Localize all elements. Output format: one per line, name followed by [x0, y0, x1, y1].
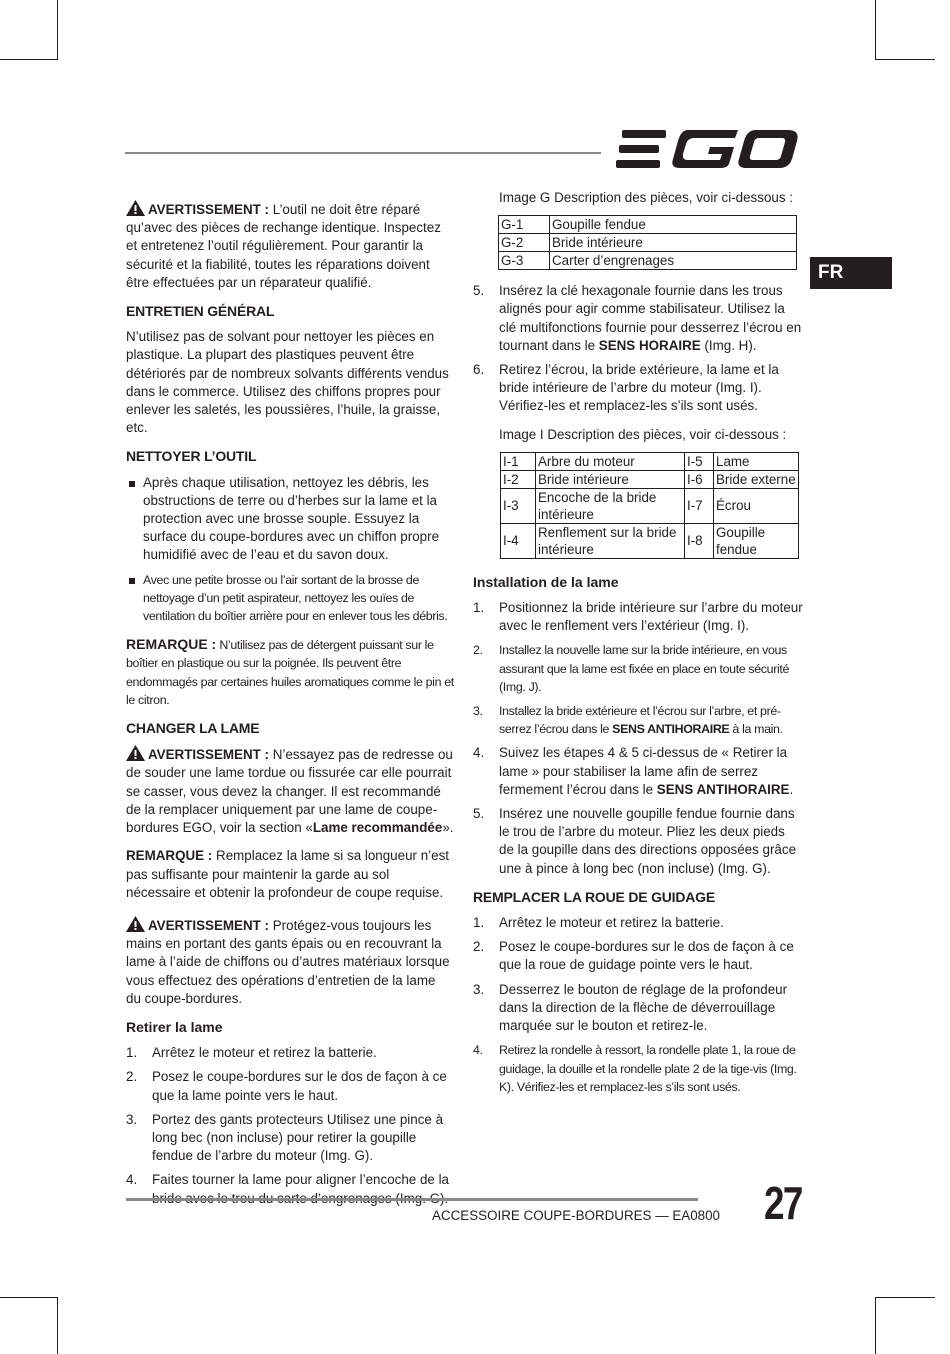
step-item: 6. Retirez l’écrou, la bride extérieure, la lame et la bride intérieure de l’arbre du moteur (Img. I). Vérifiez-les et remplacez-les s’ils sont usés.: [473, 362, 779, 414]
section-heading-remplacer: REMPLACER LA ROUE DE GUIDAGE: [473, 888, 716, 905]
language-tab: FR: [810, 257, 892, 289]
step-item: 3. Installez la bride extérieure et l’écrou sur l’arbre, et pré-serrez l’écrou dans le SENS ANTIHORAIRE à la main.: [473, 704, 783, 737]
crop-mark: [875, 59, 935, 60]
step-item: 5. Insérez la clé hexagonale fournie dans les trous alignés pour agir comme stabilisateur. Utilisez la clé multifonctions fournie pour desserrez l’écrou en tournant dans le SENS HORAIRE (Img. H).: [473, 283, 802, 353]
step-item: 2. Posez le coupe-bordures sur le dos de façon à ce que la lame pointe vers le haut.: [126, 1069, 447, 1103]
section-heading-changer: CHANGER LA LAME: [126, 720, 260, 737]
remplacer-steps: [473, 914, 803, 1096]
header-rule: [125, 152, 601, 154]
step-item: 3. Portez des gants protecteurs Utilisez une pince à long bec (non incluse) pour retirer la goupille fendue de l’arbre du moteur (Img. G).: [126, 1111, 444, 1164]
table-row: I-1 Arbre du moteur I-5 Lame: [501, 452, 799, 470]
warning-triangle-icon: [126, 745, 145, 761]
parts-table-g: [498, 215, 797, 270]
section-heading-nettoyer: NETTOYER L’OUTIL: [126, 448, 257, 465]
right-column: [473, 189, 803, 1106]
table-row: G-3 Carter d’engrenages: [499, 252, 797, 270]
warning-text: L’outil ne doit être réparé qu’avec des pièces de rechange identique. Inspectez et entretenez l’outil régulièrement. Pour garantir la sécurité et la fiabilité, toutes les réparations doivent être effectuées par un réparateur qualifié.: [126, 202, 441, 290]
warning-label: AVERTISSEMENT :: [148, 747, 270, 763]
crop-mark: [0, 1297, 58, 1298]
removal-steps-continued: [473, 282, 803, 415]
installation-steps: [473, 599, 803, 878]
section-heading-entretien: ENTRETIEN GÉNÉRAL: [126, 303, 275, 320]
image-g-caption: Image G Description des pièces, voir ci-dessous :: [499, 190, 793, 205]
ego-logo: [616, 128, 800, 177]
crop-mark: [57, 0, 58, 60]
retirer-steps: [126, 1044, 454, 1208]
step-item: 2. Posez le coupe-bordures sur le dos de façon à ce que la roue de guidage pointe vers le haut.: [473, 939, 794, 973]
crop-mark: [875, 0, 876, 60]
step-item: 5. Insérez une nouvelle goupille fendue fournie dans le trou de l’arbre du moteur. Pliez les deux pieds de la goupille dans des directions opposées grâce une à pince à long bec (non incluse) (Img. G).: [473, 806, 797, 876]
note-text: N’utilisez pas de détergent puissant sur le boîtier en plastique ou sur la poignée. Ils peuvent être endommagés par certaines huiles aromatiques comme le pin et le citron.: [126, 638, 454, 707]
crop-mark: [0, 59, 58, 60]
subheading-installation: Installation de la lame: [473, 573, 619, 590]
warning-end: ».: [442, 820, 454, 836]
warning-paragraph: [126, 745, 454, 837]
warning-paragraph: [126, 916, 454, 1008]
step-item: 1. Arrêtez le moteur et retirez la batterie.: [473, 915, 724, 931]
warning-label: AVERTISSEMENT :: [148, 202, 270, 217]
step-item: 3. Desserrez le bouton de réglage de la profondeur dans la direction de la flèche de déverrouillage marquée sur le bouton et retirez-le.: [473, 981, 788, 1034]
list-item: Après chaque utilisation, nettoyez les débris, les obstructions de terre ou d’herbes sur la lame et la protection avec une brosse souple. Essuyez la surface du coupe-bordures avec un chiffon propre humidifié avec de l’eau et du savon doux.: [126, 474, 454, 565]
warning-bold: Lame recommandée: [312, 820, 443, 836]
step-item: 2. Installez la nouvelle lame sur la bride intérieure, en vous assurant que la lame est fixée en place en toute sécurité (Img. J).: [473, 643, 790, 694]
warning-text: N’essayez pas de redresse ou de souder une lame tordue ou fissurée car elle pourrait se casser, vous devez la changer. Il est recommandé de la remplacer uniquement par une lame de coupe-bordures EGO, voir la section «: [126, 747, 453, 836]
parts-table-i: [500, 452, 799, 559]
note-text: Remplacez la lame si sa longueur n’est pas suffisante pour maintenir la garde au sol nécessaire et obtenir la profondeur de coupe requise.: [126, 848, 449, 900]
crop-mark: [875, 1297, 935, 1298]
list-item: Avec une petite brosse ou l’air sortant de la brosse de nettoyage d’un petit aspirateur, nettoyez les ouïes de ventilation du boîtier arrière pour en enlever tous les débris.: [126, 571, 454, 626]
page-number: 27: [764, 1177, 802, 1229]
table-row: G-1 Goupille fendue: [499, 216, 797, 234]
note-label: REMARQUE :: [126, 848, 213, 864]
entretien-paragraph: N’utilisez pas de solvant pour nettoyer les pièces en plastique. La plupart des plastiques peuvent être détériorés par de nombreux solvants différents vendus dans le commerce. Utilisez des chiffons propres pour enlever les saletés, les poussières, l’huile, la graisse, etc.: [126, 329, 449, 436]
warning-text: Protégez-vous toujours les mains en portant des gants épais ou en recouvrant la lame à l’aide de chiffons ou d’autres matériaux lorsque vous effectuez des opérations d’entretien de la lame du coupe-bordures.: [126, 917, 450, 1006]
table-row: I-2 Bride intérieure I-6 Bride externe: [501, 470, 799, 488]
image-i-caption: Image I Description des pièces, voir ci-dessous :: [499, 426, 787, 442]
table-row: I-3 Encoche de la bride intérieure I-7 Écrou: [501, 488, 799, 523]
footer-title: ACCESSOIRE COUPE-BORDURES — EA0800: [432, 1208, 720, 1223]
table-row: G-2 Bride intérieure: [499, 234, 797, 252]
step-item: 1. Arrêtez le moteur et retirez la batterie.: [126, 1045, 377, 1061]
note-paragraph: [126, 635, 454, 709]
note-label: REMARQUE :: [126, 636, 217, 653]
step-item: 4. Retirez la rondelle à ressort, la rondelle plate 1, la roue de guidage, la douille et la rondelle plate 2 de la tige-vis (Img. K). Vérifiez-les et remplacez-les s’ils sont usés.: [473, 1043, 797, 1094]
nettoyer-list: [126, 474, 454, 626]
footer-rule: [126, 1198, 698, 1201]
table-row: I-4 Renflement sur la bride intérieure I-8 Goupille fendue: [501, 523, 799, 558]
warning-label: AVERTISSEMENT :: [148, 917, 270, 933]
step-item: 4. Faites tourner la lame pour aligner l’encoche de la: [126, 1172, 449, 1188]
subheading-retirer: Retirer la lame: [126, 1018, 223, 1035]
left-column: [126, 200, 454, 1218]
crop-mark: [875, 1297, 876, 1354]
crop-mark: [57, 1297, 58, 1354]
warning-triangle-icon: [126, 916, 145, 932]
warning-triangle-icon: [126, 200, 145, 216]
warning-paragraph: [126, 200, 454, 292]
step-item: 4. Suivez les étapes 4 & 5 ci-dessus de « Retirer la lame » pour stabiliser la lame afin de serrez fermement l’écrou dans le SENS ANTIHORAIRE.: [473, 745, 794, 797]
note-paragraph: [126, 847, 454, 902]
step-item: 1. Positionnez la bride intérieure sur l’arbre du moteur avec le renflement vers l’extérieur (Img. I).: [473, 600, 803, 634]
